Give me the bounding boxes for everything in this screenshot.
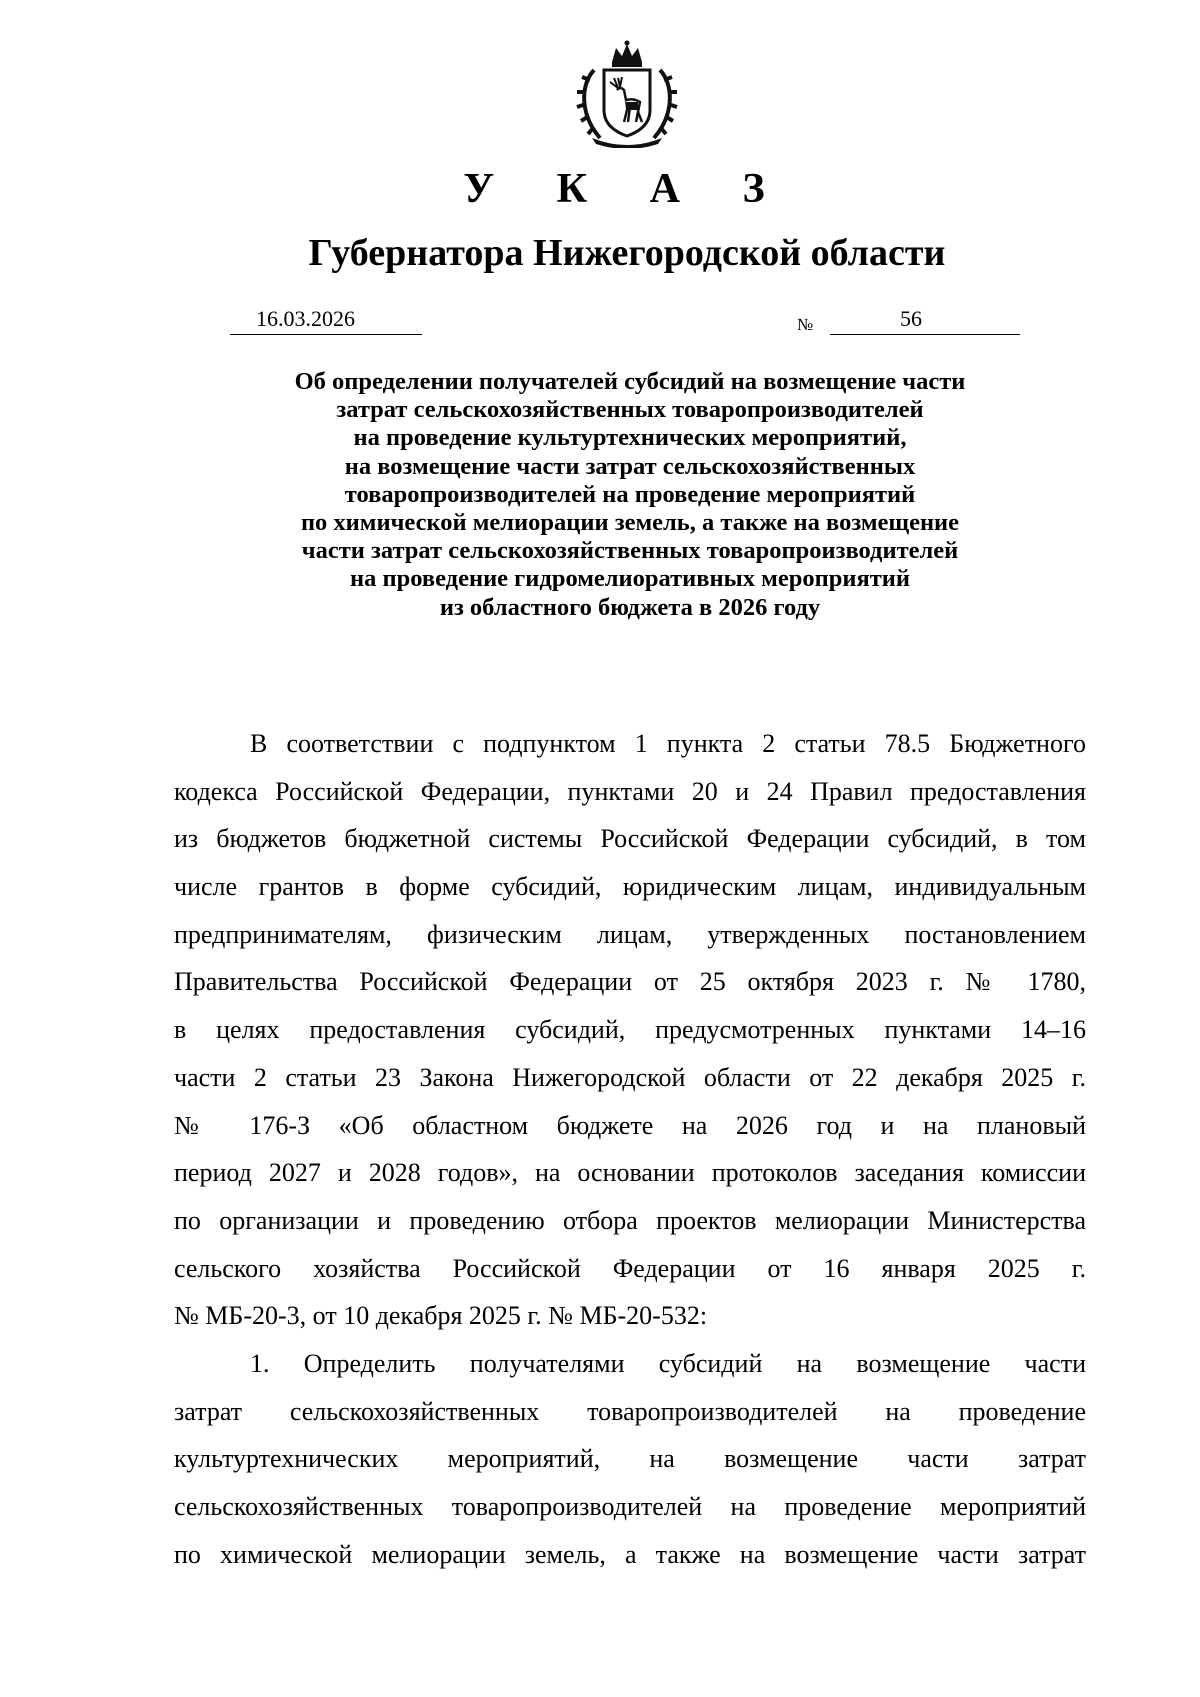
- document-number: 56: [900, 306, 922, 331]
- body-line: из бюджетов бюджетной системы Российской Федерации субсидий, в том: [174, 824, 1086, 854]
- subject-line: товаропроизводителей на проведение мероприятий: [344, 480, 916, 508]
- body-line: период 2027 и 2028 годов», на основании протоколов заседания комиссии: [174, 1158, 1086, 1188]
- body-line: числе грантов в форме субсидий, юридическим лицам, индивидуальным: [174, 872, 1086, 902]
- body-line: по химической мелиорации земель, а также на возмещение части затрат: [174, 1539, 1086, 1569]
- body-line: 1. Определить получателями субсидий на возмещение части: [250, 1348, 1086, 1378]
- body-line: № МБ-20-3, от 10 декабря 2025 г. № МБ-20-532:: [174, 1301, 708, 1331]
- body-line: в целях предоставления субсидий, предусмотренных пунктами 14–16: [174, 1015, 1086, 1045]
- body-line: по организации и проведению отбора проектов мелиорации Министерства: [174, 1205, 1086, 1235]
- document-type-heading: У К А З: [463, 166, 791, 212]
- body-line: части 2 статьи 23 Закона Нижегородской области от 22 декабря 2025 г.: [174, 1062, 1086, 1092]
- subject-line: из областного бюджета в 2026 году: [439, 593, 821, 621]
- subject-line: на проведение культуртехнических мероприятий,: [353, 424, 907, 452]
- body-line: предпринимателям, физическим лицам, утвержденных постановлением: [174, 919, 1086, 949]
- body-line: затрат сельскохозяйственных товаропроизводителей на проведение: [174, 1396, 1086, 1426]
- body-line: сельского хозяйства Российской Федерации от 16 января 2025 г.: [174, 1253, 1086, 1283]
- subject-line: части затрат сельскохозяйственных товаропроизводителей: [301, 537, 959, 565]
- subject-line: на возмещение части затрат сельскохозяйственных: [344, 452, 916, 480]
- body-line: культуртехнических мероприятий, на возмещение части затрат: [174, 1444, 1086, 1474]
- document-subject: [180, 368, 1080, 622]
- subject-line: затрат сельскохозяйственных товаропроизводителей: [336, 396, 924, 424]
- number-label: №: [797, 315, 814, 334]
- subject-line: на проведение гидромелиоративных мероприятий: [350, 565, 910, 593]
- issuing-authority: Губернатора Нижегородской области: [308, 232, 946, 274]
- body-line: кодекса Российской Федерации, пунктами 20 и 24 Правил предоставления: [174, 776, 1086, 806]
- document-number-field: [830, 306, 1020, 335]
- subject-line: по химической мелиорации земель, а также на возмещение: [300, 509, 960, 537]
- body-line: № 176-З «Об областном бюджете на 2026 год и на плановый: [174, 1110, 1086, 1140]
- coat-of-arms-icon: [572, 40, 682, 148]
- document-body: [174, 720, 1086, 1578]
- body-line: сельскохозяйственных товаропроизводителей на проведение мероприятий: [174, 1492, 1086, 1521]
- body-line: В соответствии с подпунктом 1 пункта 2 статьи 78.5 Бюджетного: [250, 729, 1086, 758]
- document-date: 16.03.2026: [256, 306, 355, 331]
- document-date-field: [230, 306, 422, 335]
- subject-line: Об определении получателей субсидий на возмещение части: [294, 368, 966, 395]
- body-line: Правительства Российской Федерации от 25 октября 2023 г. № 1780,: [174, 967, 1086, 997]
